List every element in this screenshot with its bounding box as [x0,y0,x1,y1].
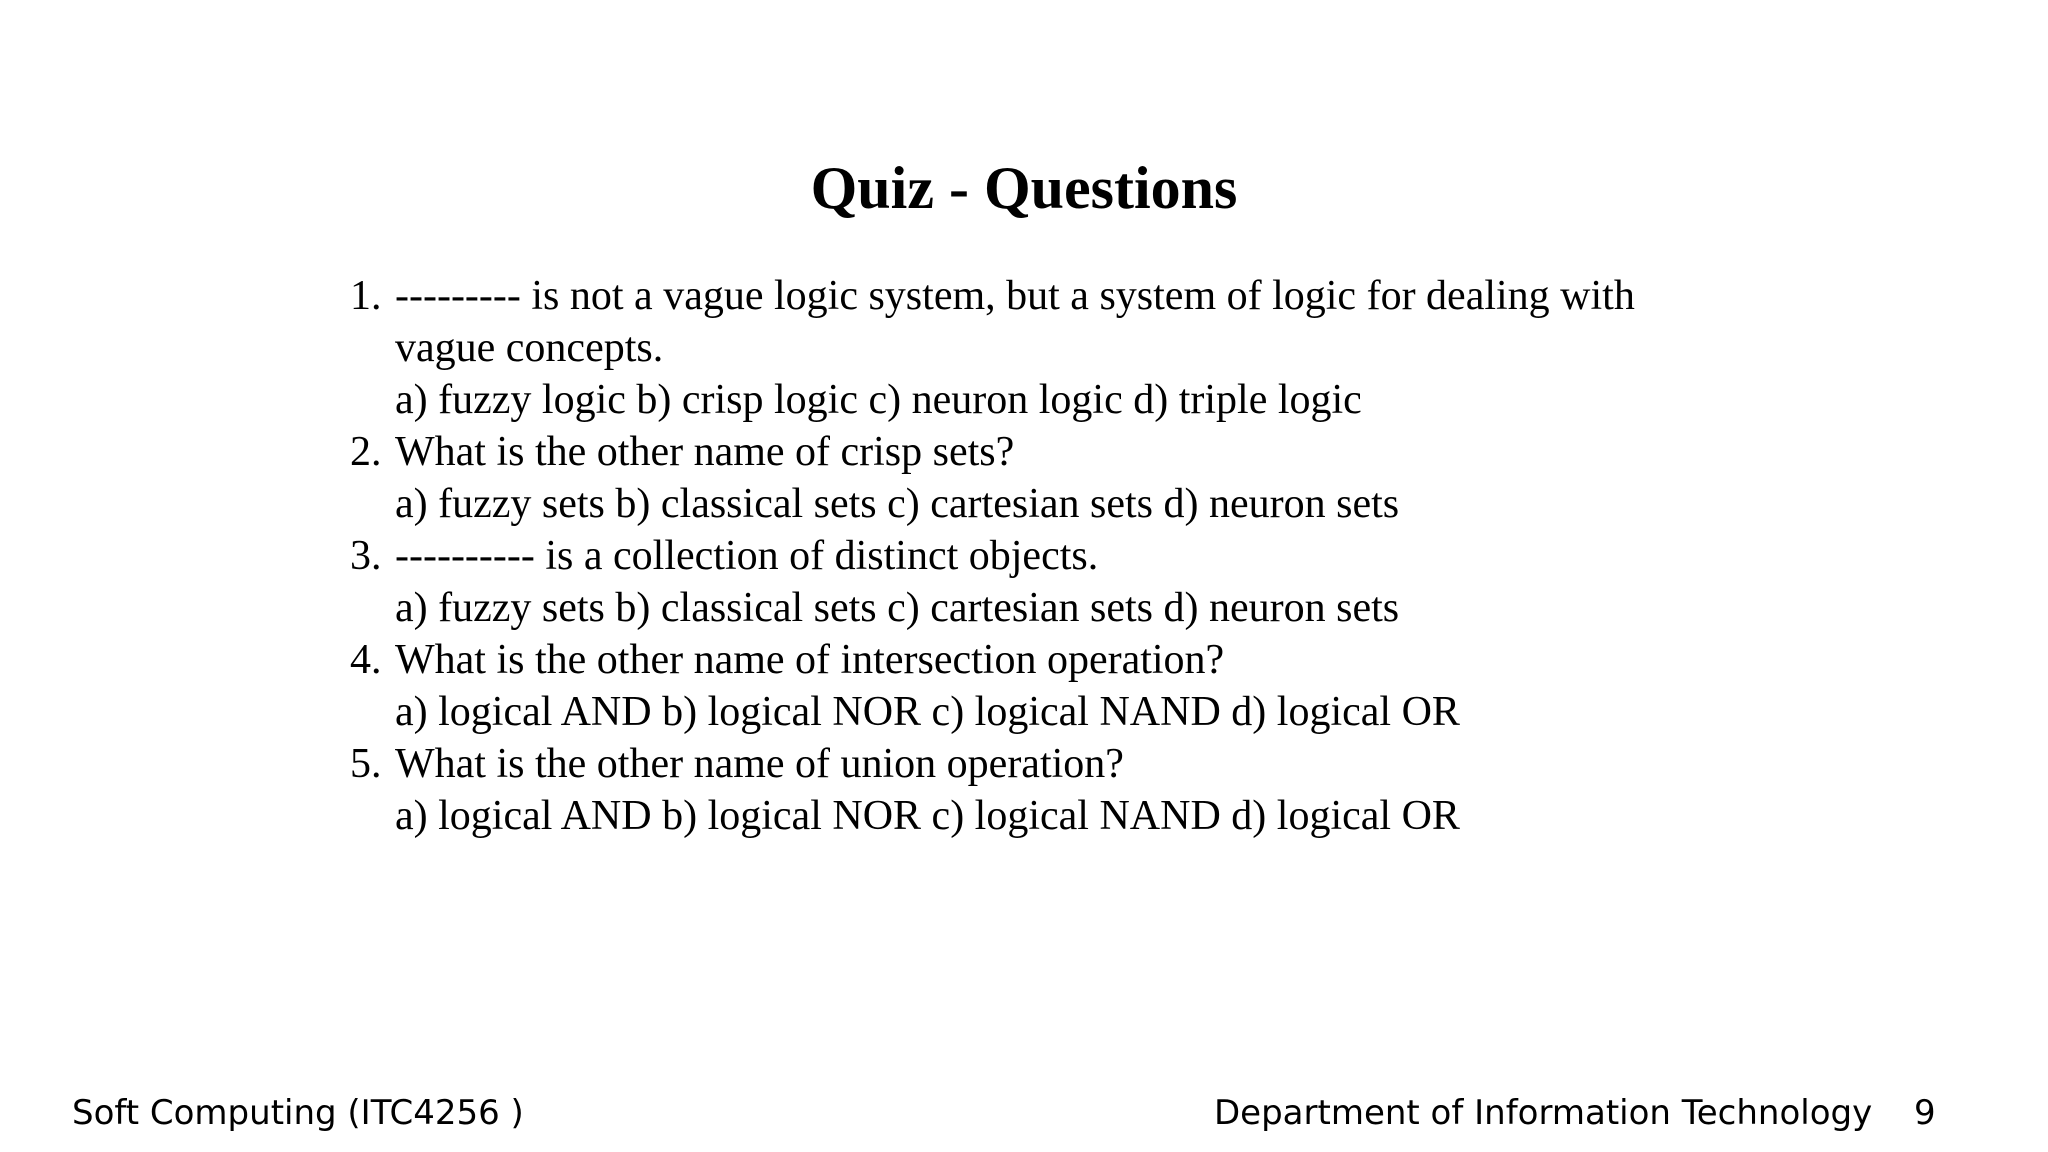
question-options: a) logical AND b) logical NOR c) logical NAND d) logical OR [395,689,1460,735]
question-text: ---------- is a collection of distinct objects. [395,533,1099,579]
quiz-question [350,530,1790,634]
question-number: 5. [350,741,382,787]
question-options: a) logical AND b) logical NOR c) logical NAND d) logical OR [395,793,1460,839]
question-text: What is the other name of intersection operation? [395,637,1225,683]
quiz-question [350,270,1790,426]
footer-course-name: Soft Computing (ITC4256 ) [72,1093,524,1133]
slide-title: Quiz - Questions [810,155,1238,221]
quiz-question [350,634,1790,738]
quiz-question-list [350,270,1790,842]
question-options: a) fuzzy sets b) classical sets c) cartesian sets d) neuron sets [395,481,1400,527]
footer-department: Department of Information Technology [1214,1093,1873,1133]
footer-page-number: 9 [1914,1093,1936,1133]
quiz-question [350,738,1790,842]
question-text-continued: vague concepts. [395,325,664,371]
question-number: 1. [350,273,382,319]
quiz-question [350,426,1790,530]
question-number: 2. [350,429,382,475]
question-text: What is the other name of crisp sets? [395,429,1015,475]
question-text: What is the other name of union operation? [395,741,1124,787]
question-options: a) fuzzy sets b) classical sets c) cartesian sets d) neuron sets [395,585,1400,631]
question-text: --------- is not a vague logic system, but a system of logic for dealing with [395,273,1635,319]
question-number: 3. [350,533,382,579]
question-number: 4. [350,637,382,683]
question-options: a) fuzzy logic b) crisp logic c) neuron logic d) triple logic [395,377,1362,423]
